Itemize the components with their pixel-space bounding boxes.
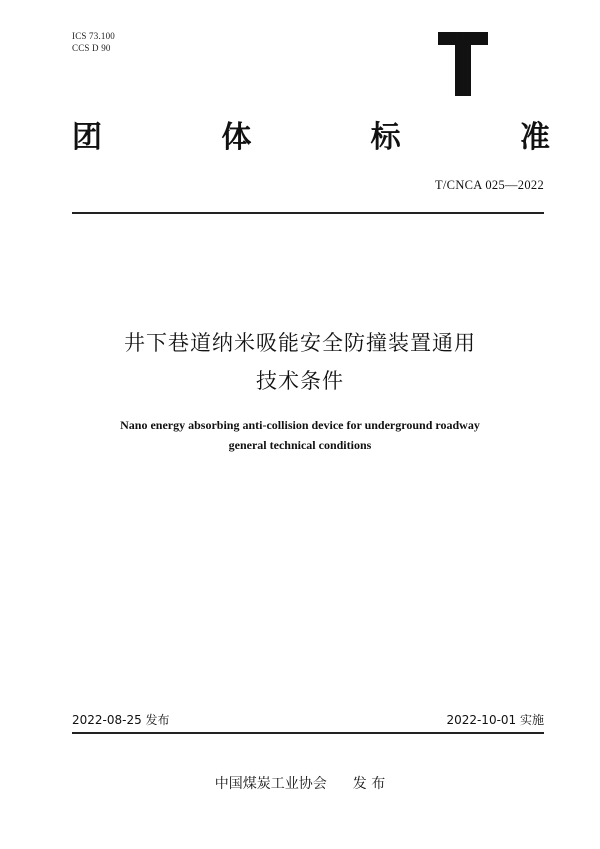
title-en-line2: general technical conditions <box>228 438 372 452</box>
org-title-char: 团 <box>72 120 102 155</box>
document-category-title <box>72 118 550 158</box>
standard-number: T/CNCA 025—2022 <box>434 178 544 192</box>
org-title-char: 标 <box>370 120 401 155</box>
title-zh-line2: 技术条件 <box>256 369 344 393</box>
implement-date: 2022-10-01 实施 <box>446 713 544 727</box>
publish-action: 发 布 <box>352 776 386 792</box>
ccs-code: CCS D 90 <box>72 43 111 53</box>
org-title-char: 准 <box>519 120 550 155</box>
t-logo-icon <box>438 32 488 96</box>
release-date: 2022-08-25 发布 <box>72 713 170 727</box>
ics-code: ICS 73.100 <box>72 31 116 41</box>
top-divider <box>72 212 544 214</box>
publisher-line <box>60 774 540 794</box>
org-title-char: 体 <box>221 120 252 155</box>
title-zh-line1: 井下巷道纳米吸能安全防撞装置通用 <box>124 331 476 355</box>
publisher-name: 中国煤炭工业协会 <box>214 776 327 792</box>
standard-type-logo <box>438 32 488 96</box>
title-en-line1: Nano energy absorbing anti-collision device for underground roadway <box>120 418 480 432</box>
bottom-divider <box>72 732 544 734</box>
